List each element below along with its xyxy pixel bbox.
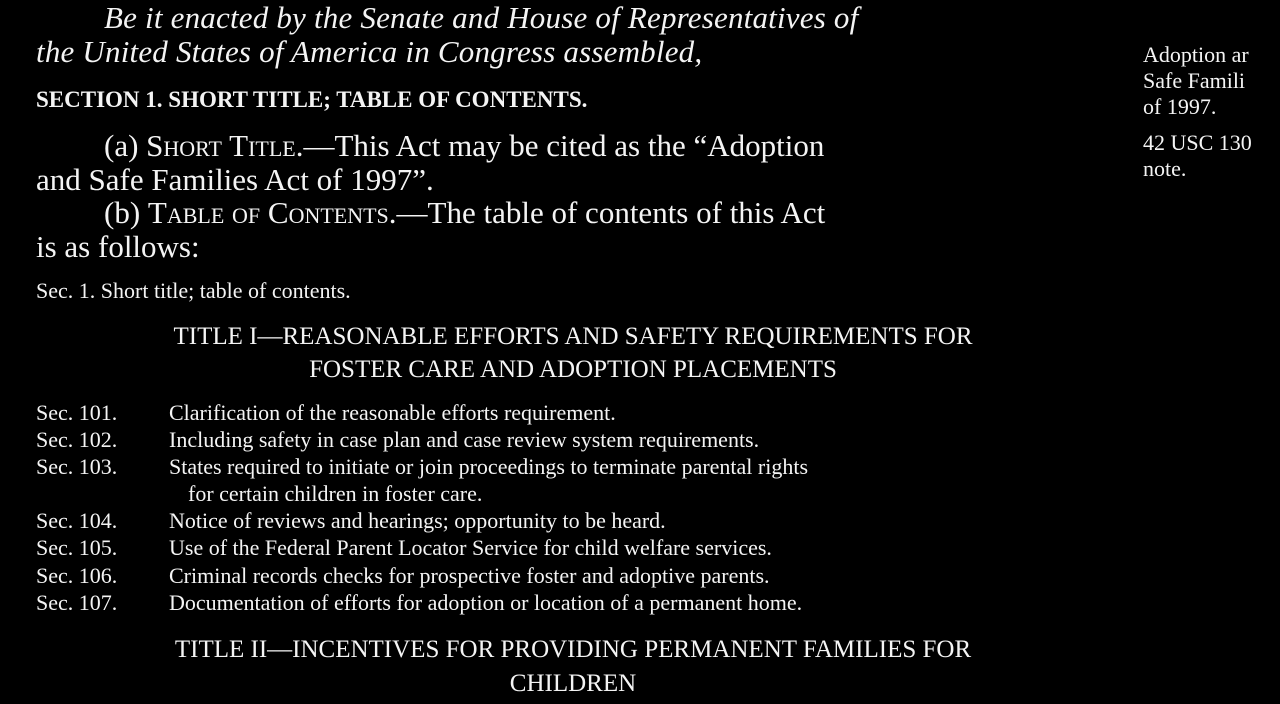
- subsection-a-heading: Short Title.: [146, 128, 304, 163]
- subsection-a-text-1: —This Act may be cited as the “Adoption: [303, 128, 825, 163]
- toc-entry: [36, 427, 759, 453]
- toc-entry-text: Documentation of efforts for adoption or location of a permanent home.: [169, 590, 803, 615]
- toc-entry-number: Sec. 104.: [36, 508, 118, 533]
- margin-note-line: Adoption ar: [1143, 42, 1249, 67]
- section-1-heading: SECTION 1. SHORT TITLE; TABLE OF CONTENTS.: [36, 87, 588, 112]
- subsection-a-line-1: [104, 128, 824, 164]
- toc-entry: [36, 400, 616, 426]
- margin-note: [1143, 42, 1252, 182]
- toc-sec-1: Sec. 1. Short title; table of contents.: [36, 278, 351, 303]
- toc-entry: [36, 590, 802, 616]
- title-1-heading-line-2: FOSTER CARE AND ADOPTION PLACEMENTS: [309, 356, 837, 383]
- subsection-b-text-1: —The table of contents of this Act: [396, 195, 826, 230]
- toc-entry-number: Sec. 105.: [36, 535, 118, 560]
- toc-entry-number: Sec. 103.: [36, 454, 118, 479]
- title-2-heading-line-2: CHILDREN: [509, 670, 637, 697]
- toc-entry-text: Including safety in case plan and case review system requirements.: [169, 427, 760, 452]
- toc-entry: [36, 454, 808, 480]
- margin-note-line: Safe Famili: [1143, 68, 1246, 93]
- toc-entry-text: Notice of reviews and hearings; opportunity to be heard.: [169, 508, 666, 533]
- margin-note-citation: 42 USC 130: [1143, 130, 1252, 155]
- enacting-clause-line-2: the United States of America in Congress assembled,: [36, 34, 703, 69]
- toc-entry-number: Sec. 107.: [36, 590, 118, 615]
- toc-entry-number: Sec. 102.: [36, 427, 118, 452]
- margin-note-line: of 1997.: [1143, 94, 1217, 119]
- margin-note-line: note.: [1143, 156, 1187, 181]
- toc-entry: [36, 535, 772, 561]
- toc-entry: [36, 508, 666, 534]
- subsection-a-prefix: (a): [104, 128, 147, 163]
- subsection-b-heading: Table of Contents.: [147, 195, 397, 230]
- title-2-heading-line-1: TITLE II—INCENTIVES FOR PROVIDING PERMANENT FAMILIES FOR: [174, 636, 972, 663]
- toc-entry-text: Use of the Federal Parent Locator Service for child welfare services.: [169, 535, 772, 560]
- subsection-b-line-2: is as follows:: [36, 229, 200, 264]
- enacting-clause-line-1: Be it enacted by the Senate and House of Representatives of: [104, 0, 859, 35]
- toc-entry-text: Clarification of the reasonable efforts requirement.: [169, 400, 616, 425]
- subsection-b-prefix: (b): [104, 195, 148, 230]
- toc-entry-continuation: for certain children in foster care.: [188, 481, 483, 506]
- toc-entry-text: Criminal records checks for prospective foster and adoptive parents.: [169, 563, 770, 588]
- subsection-a-line-2: and Safe Families Act of 1997”.: [36, 162, 434, 197]
- toc-entry-number: Sec. 106.: [36, 563, 118, 588]
- subsection-b-line-1: [104, 195, 825, 231]
- toc-entry: [36, 563, 770, 589]
- toc-entry-number: Sec. 101.: [36, 400, 118, 425]
- title-1-heading-line-1: TITLE I—REASONABLE EFFORTS AND SAFETY REQUIREMENTS FOR: [173, 323, 973, 350]
- toc-entry-text: States required to initiate or join proceedings to terminate parental rights: [169, 454, 809, 479]
